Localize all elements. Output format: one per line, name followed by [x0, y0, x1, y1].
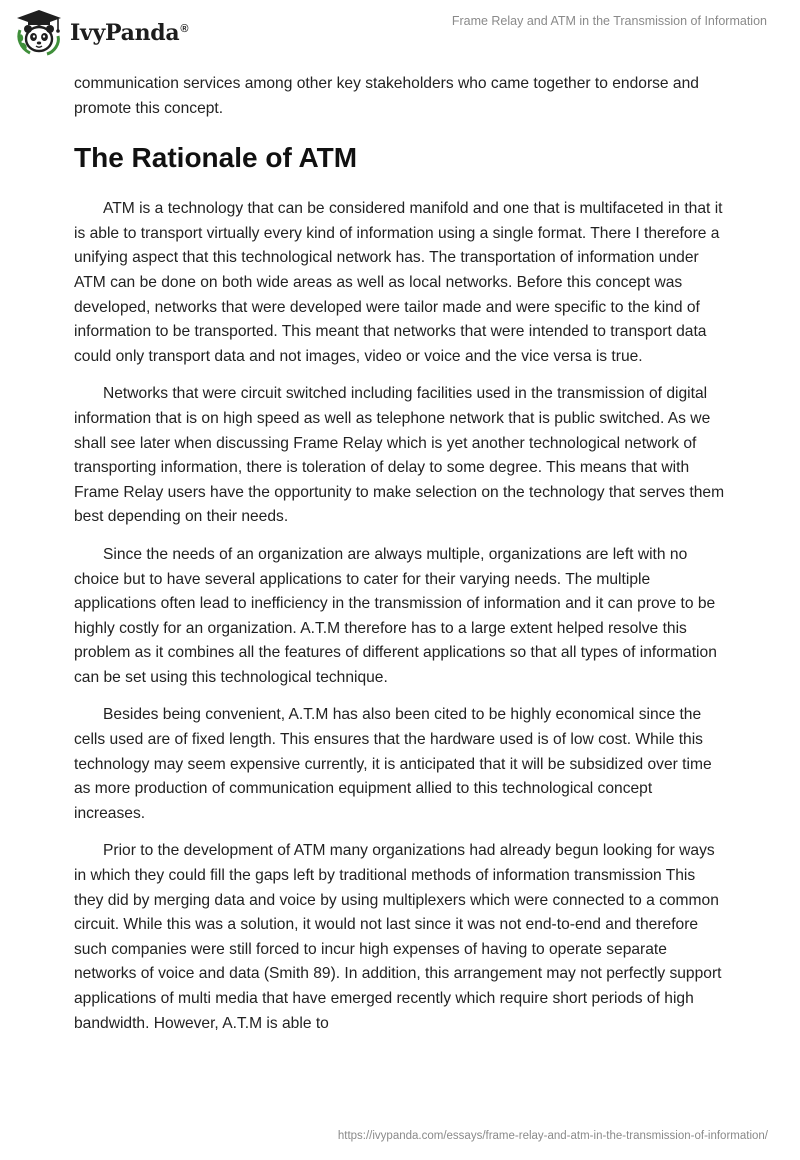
essay-content	[74, 72, 726, 1049]
panda-graduate-icon	[14, 8, 64, 56]
body-paragraph: Prior to the development of ATM many organizations had already begun looking for ways in which they could fill the gaps left by traditional methods of information transmission This they did by merging data and voice by using multiplexers which were connected to a common circuit. While this was a solution, it would not last since it was not end-to-end and therefore such companies were still forced to incur high expenses of having to operate separate networks of voice and data (Smith 89). In addition, this arrangement may not perfectly support applications of multi media that have emerged recently which require short periods of high bandwidth. However, A.T.M is able to	[74, 842, 722, 1032]
body-paragraph: Besides being convenient, A.T.M has also been cited to be highly economical since the cells used are of fixed length. This ensures that the hardware used is of low cost. While this technology may seem expensive currently, it is anticipated that it will be subsidized over time as more production of communication equipment allied to this technological concept increases.	[74, 706, 712, 822]
brand-name: IvyPanda®	[70, 20, 189, 46]
intro-fragment-paragraph: communication services among other key stakeholders who came together to endorse and promote this concept.	[74, 75, 699, 117]
page-header	[0, 0, 800, 64]
body-paragraph: ATM is a technology that can be considered manifold and one that is multifaceted in that it is able to transport virtually every kind of information using a single format. There I therefore a unifying aspect that this technological network has. The transportation of information under ATM can be done on both wide areas as well as local networks. Before this concept was developed, networks that were developed were tailor made and were specific to the kind of information to be transported. This meant that networks that were intended to transport data could only transport data and not images, video or voice and the vice versa is true.	[74, 200, 723, 365]
document-title: Frame Relay and ATM in the Transmission of Information	[451, 14, 767, 28]
brand-logo[interactable]	[14, 8, 188, 56]
registered-mark: ®	[180, 22, 189, 35]
source-url[interactable]: https://ivypanda.com/essays/frame-relay-and-atm-in-the-transmission-of-information/	[337, 1130, 768, 1142]
section-heading: The Rationale of ATM	[74, 142, 358, 174]
body-paragraph: Networks that were circuit switched including facilities used in the transmission of digital information that is on high speed as well as telephone network that is public switched. As we shall see later when discussing Frame Relay which is yet another technological network of transporting information, there is toleration of delay to some degree. This means that with Frame Relay users have the opportunity to make selection on the technology that serves them best depending on their needs.	[74, 385, 725, 526]
body-paragraph: Since the needs of an organization are always multiple, organizations are left with no choice but to have several applications to cater for their varying needs. The multiple applications often lead to inefficiency in the transmission of information and it can prove to be highly costly for an organization. A.T.M therefore has to a large extent helped resolve this problem as it combines all the features of different applications so that all types of information can be set using this technological technique.	[74, 545, 717, 686]
